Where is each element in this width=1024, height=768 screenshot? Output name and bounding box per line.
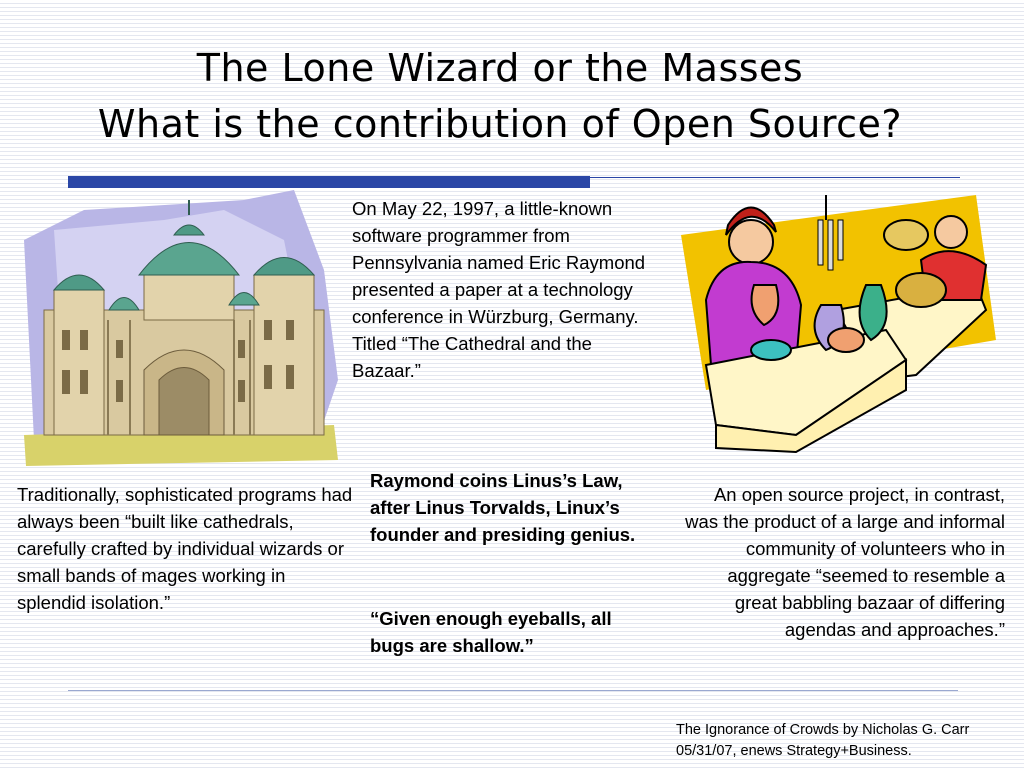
slide-title	[0, 40, 1000, 152]
linus-law-quote: “Given enough eyeballs, all bugs are shallow.”	[370, 608, 612, 656]
bazaar-image	[676, 190, 996, 454]
title-line-1: The Lone Wizard or the Masses	[196, 46, 804, 90]
source-credit: The Ignorance of Crowds by Nicholas G. Carr 05/31/07, enews Strategy+Business.	[676, 722, 970, 759]
footer-divider	[68, 690, 958, 691]
bazaar-paragraph: An open source project, in contrast, was the product of a large and informal community of volunteers who in aggregate “seemed to resemble a great babbling bazaar of differing agendas and approaches.”	[685, 484, 1005, 640]
cathedral-image	[24, 190, 338, 466]
title-line-2: What is the contribution of Open Source?	[97, 102, 903, 146]
eric-raymond-paragraph: On May 22, 1997, a little-known software programmer from Pennsylvania named Eric Raymond presented a paper at a technology conference in Würzburg, Germany. Titled “The Cathedral and the Bazaar.”	[352, 198, 646, 381]
cathedral-paragraph: Traditionally, sophisticated programs had always been “built like cathedrals, carefully crafted by individual wizards or small bands of mages working in splendid isolation.”	[17, 484, 353, 613]
title-underline-thin	[590, 177, 960, 178]
title-underline-thick	[68, 176, 590, 188]
linus-law-paragraph: Raymond coins Linus’s Law, after Linus Torvalds, Linux’s founder and presiding genius.	[370, 470, 636, 545]
